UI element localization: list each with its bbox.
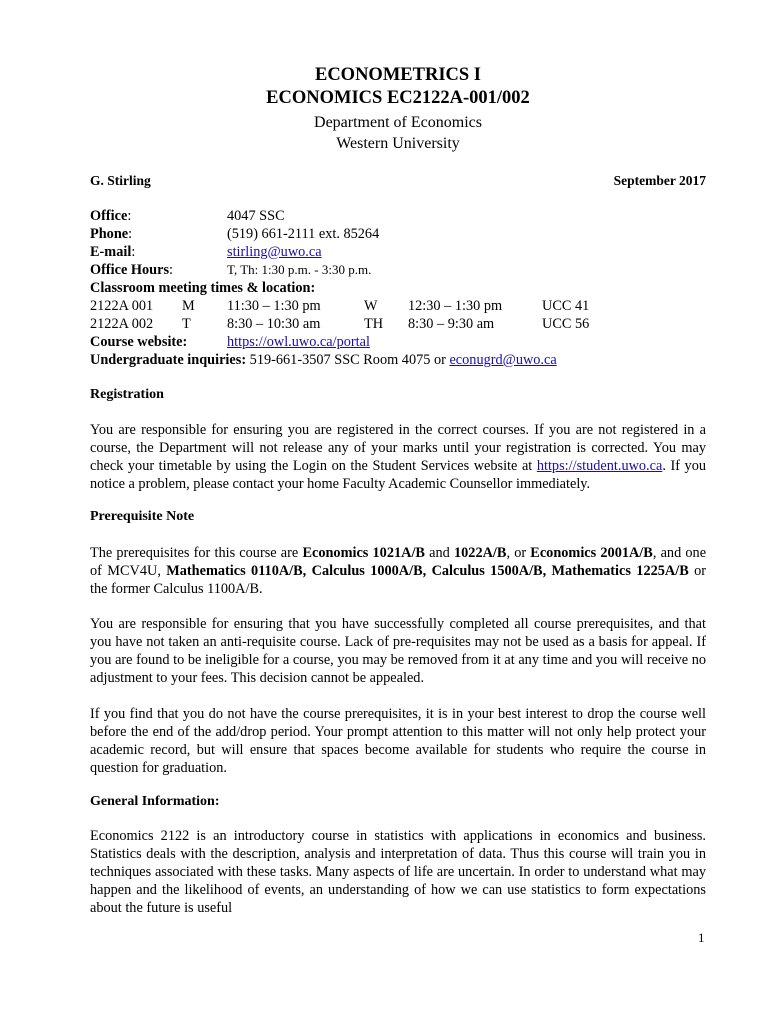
website-link[interactable]: https://owl.uwo.ca/portal bbox=[227, 334, 370, 350]
document-date: September 2017 bbox=[613, 173, 706, 188]
phone-row: Phone: (519) 661-2111 ext. 85264 bbox=[90, 226, 380, 242]
meeting-label: Classroom meeting times & location: bbox=[90, 280, 316, 296]
email-link[interactable]: stirling@uwo.ca bbox=[227, 244, 322, 260]
website-row bbox=[90, 333, 706, 351]
prereq-text: and bbox=[429, 545, 450, 561]
course-title: ECONOMETRICS I bbox=[314, 65, 481, 85]
section-day1: M bbox=[182, 298, 195, 314]
prereq-paragraph-text: You are responsible for ensuring that you have successfully completed all course prerequisites, and that you have not taken an anti-requisite course. Lack of pre-requisites may not be used as a basis for appeal. If you are found to be ineligible for a course, you may be removed from it at any time and you will receive no adjustment to your fees. This decision cannot be appealed. bbox=[90, 616, 706, 686]
prereq-text: , and one of MCV4U, bbox=[90, 545, 707, 579]
general-info-heading: General Information: bbox=[90, 794, 220, 809]
inquiries-row bbox=[90, 351, 706, 369]
inquiries-email-link[interactable]: econugrd@uwo.ca bbox=[449, 352, 557, 368]
meeting-label-row bbox=[90, 279, 706, 297]
section-time1: 8:30 – 10:30 am bbox=[227, 316, 321, 332]
inquiries-label: Undergraduate inquiries: bbox=[90, 352, 247, 368]
registration-paragraph bbox=[90, 421, 706, 493]
section-row bbox=[90, 297, 706, 315]
section-id: 2122A 001 bbox=[90, 298, 154, 314]
prereq-course: 1022A/B bbox=[454, 545, 507, 561]
office-label: Office bbox=[90, 208, 128, 224]
registration-text: You are responsible for ensuring you are registered in the correct courses. If you are not registered in a course, the Department will not release any of your marks until your registration is corrected. You may check your timetable by using the Login on the Student Services website at bbox=[90, 422, 706, 474]
phone-label: Phone bbox=[90, 226, 129, 242]
prerequisite-paragraph-3 bbox=[90, 705, 706, 777]
section-time2: 12:30 – 1:30 pm bbox=[408, 298, 503, 314]
section-room: UCC 41 bbox=[542, 298, 590, 314]
section-day2: TH bbox=[364, 316, 384, 332]
prerequisite-paragraph-2 bbox=[90, 615, 706, 687]
prereq-paragraph-text: If you find that you do not have the course prerequisites, it is in your best interest to drop the course well before the end of the add/drop period. Your prompt attention to this matter will not only help protect your academic record, but will ensure that spaces become available for students who require the course in question for graduation. bbox=[90, 706, 706, 776]
office-hours-row: Office Hours: T, Th: 1:30 p.m. - 3:30 p.m. bbox=[90, 262, 372, 278]
office-hours-label: Office Hours bbox=[90, 262, 170, 278]
prerequisite-heading: Prerequisite Note bbox=[90, 509, 195, 524]
phone-value: (519) 661-2111 ext. 85264 bbox=[227, 226, 380, 242]
section-time1: 11:30 – 1:30 pm bbox=[227, 298, 321, 314]
prereq-course: Economics 2001A/B bbox=[530, 545, 653, 561]
section-id: 2122A 002 bbox=[90, 316, 154, 332]
author-line bbox=[90, 172, 706, 190]
general-info-text: Economics 2122 is an introductory course in statistics with applications in economics and business. Statistics deals with the description, analysis and interpretation of data. Thus this course will train you in techniques associated with these tasks. Many aspects of life are uncertain. In order to understand what may happen and the likelihood of events, an understanding of how we can use statistics to form expectations about the future is useful bbox=[90, 828, 706, 916]
section-time2: 8:30 – 9:30 am bbox=[408, 316, 495, 332]
section-day1: T bbox=[182, 316, 191, 332]
website-label: Course website: bbox=[90, 334, 188, 350]
section-row bbox=[90, 315, 706, 333]
email-row: E-mail: stirling@uwo.ca bbox=[90, 244, 322, 260]
general-info-paragraph bbox=[90, 827, 706, 917]
section-room: UCC 56 bbox=[542, 316, 590, 332]
department-name: Department of Economics bbox=[314, 114, 482, 131]
registration-text-end: . If you notice a problem, please contact your home Faculty Academic Counsellor immediately. bbox=[90, 458, 706, 492]
registration-heading: Registration bbox=[90, 387, 164, 402]
course-code: ECONOMICS EC2122A-001/002 bbox=[266, 88, 530, 108]
prereq-text: , or bbox=[506, 545, 527, 561]
instructor-name: G. Stirling bbox=[90, 173, 151, 188]
contact-info bbox=[90, 207, 706, 369]
office-value: 4047 SSC bbox=[227, 208, 285, 224]
prerequisite-paragraph-1 bbox=[90, 544, 706, 598]
email-label: E-mail bbox=[90, 244, 132, 260]
university-name: Western University bbox=[336, 135, 460, 152]
student-services-link[interactable]: https://student.uwo.ca bbox=[536, 458, 663, 474]
section-day2: W bbox=[364, 298, 378, 314]
prereq-course: Mathematics 0110A/B, Calculus 1000A/B, Calculus 1500A/B, Mathematics 1225A/B bbox=[166, 563, 689, 579]
inquiries-text: 519-661-3507 SSC Room 4075 or bbox=[249, 352, 446, 368]
page-number: 1 bbox=[698, 930, 705, 945]
prereq-text: or the former Calculus 1100A/B. bbox=[90, 563, 707, 597]
office-hours-value: T, Th: 1:30 p.m. - 3:30 p.m. bbox=[227, 262, 372, 277]
prereq-course: Economics 1021A/B bbox=[302, 545, 425, 561]
prereq-text: The prerequisites for this course are bbox=[90, 545, 299, 561]
office-row: Office: 4047 SSC bbox=[90, 208, 285, 224]
